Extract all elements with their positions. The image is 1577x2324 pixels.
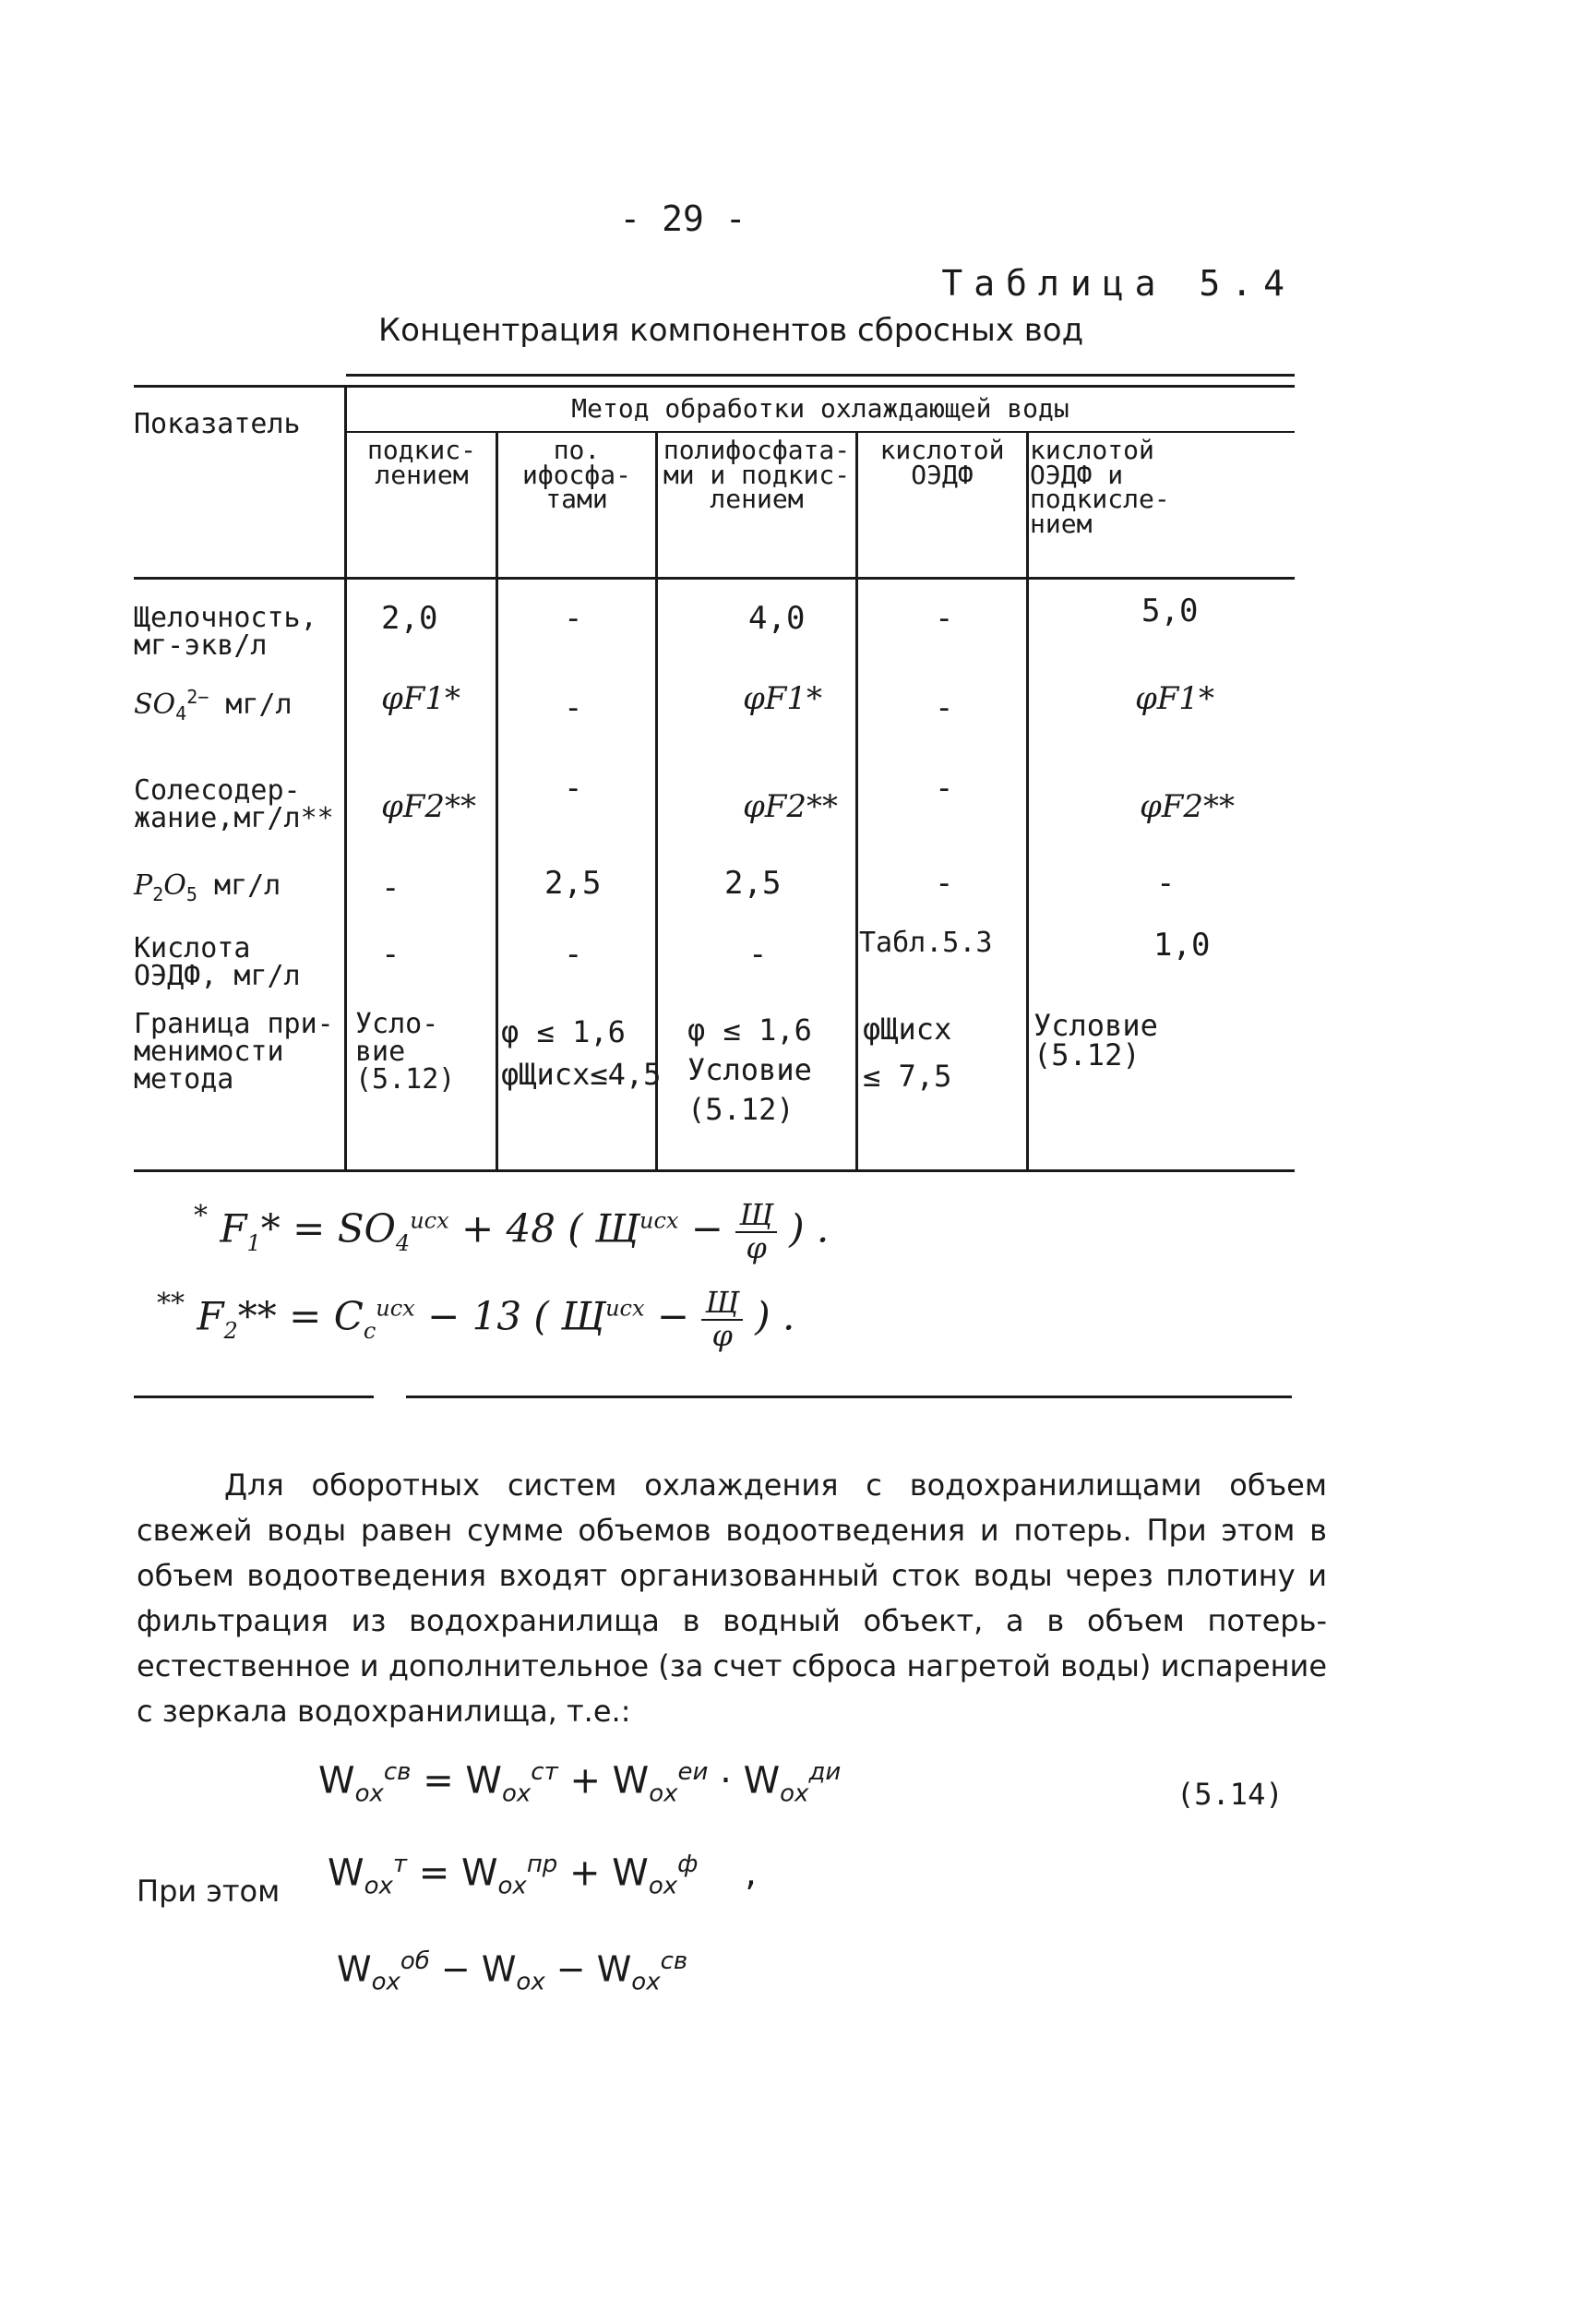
equation-evaporation: $W_{ох}^т = W_{ох}^{пр} + W_{ох}^ф$ ,	[328, 1851, 757, 1900]
table-cell: Табл.5.3	[859, 927, 993, 959]
table-caption: Концентрация компонентов сбросных вод	[378, 312, 1084, 349]
body-paragraph: Для оборотных систем охлаждения с водохранилищами объем свежей воды равен сумме объемов водоотведения и потерь. При этом в объем водоотведения входят организованный сток воды через плотину и фильтрация из водохранилища в водный объект, а в объем потерь- естественное и дополнительное (за счет сброса нагретой воды) испарение с зеркала водохранилища, т.е.:	[137, 1467, 1327, 1729]
table-cell: φF2**	[743, 788, 839, 825]
table-cell: φF1*	[743, 680, 823, 717]
footnote-1: * $F_1* = SO_4^{исх} + 48$ ( $Щ^{исх}$ − $\frac{Щ}{\varphi}$ ) .	[194, 1197, 830, 1265]
table-cell: -	[564, 689, 583, 726]
equation-total: $W_{ох}^{об} - W_{ох} - W_{ох}^{св}$	[337, 1947, 688, 1996]
method-header-5: кислотой ОЭДФ и подкисле- нием	[1030, 435, 1170, 539]
method-group-header: Метод обработки охлаждающей воды	[571, 393, 1069, 424]
table-cell: φF2**	[381, 788, 477, 825]
table-cell: -	[564, 770, 583, 807]
table-cell: φ ≤ 1,6 Условие (5.12)	[687, 1012, 812, 1128]
row-label: Щелочность, мг-экв/л	[134, 602, 317, 662]
row-label: Кислота ОЭДФ, мг/л	[134, 932, 301, 992]
table-cell: -	[381, 936, 400, 973]
table-cell: φ ≤ 1,6 φЩисх≤4,5	[501, 1014, 662, 1093]
method-header-4: кислотой ОЭДФ	[879, 435, 1005, 490]
table-cell: -	[748, 936, 768, 973]
table-cell: -	[381, 869, 400, 906]
lead-text: При этом	[137, 1874, 281, 1909]
row-label: Граница при- менимости метода	[134, 1008, 334, 1096]
table-cell: Усло- вие (5.12)	[355, 1008, 456, 1096]
table-cell: 2,5	[544, 865, 602, 902]
table-cell: 1,0	[1153, 927, 1211, 964]
table-cell: -	[564, 936, 583, 973]
table-cell: 2,0	[381, 600, 438, 637]
table-cell: 5,0	[1141, 593, 1199, 629]
table-cell: -	[935, 600, 954, 637]
table-cell: -	[935, 770, 954, 807]
table-cell: φЩисх ≤ 7,5	[863, 1012, 952, 1095]
table-cell: -	[935, 689, 954, 726]
table-cell: φF2**	[1140, 788, 1236, 825]
page-number: - 29 -	[619, 198, 747, 239]
footnote-2: ** $F_2** = C_c^{исх} - 13$ ( $Щ^{исх}$ − $\frac{Щ}{\varphi}$ ) .	[157, 1285, 795, 1353]
row-label-p2o5: $P_2O_5$ мг/л	[134, 869, 281, 905]
row-label: Солесодер- жание,мг/л**	[134, 774, 334, 834]
equation-5-14: $W_{ох}^{св} = W_{ох}^{ст} + W_{ох}^{еи} \cdot W_{ох}^{ди}$	[318, 1758, 842, 1808]
indicator-column-header: Показатель	[134, 408, 301, 440]
method-header-1: подкис- лением	[366, 435, 476, 490]
table-cell: 4,0	[748, 600, 806, 637]
method-header-3: полифосфата- ми и подкис- лением	[663, 435, 851, 515]
table-cell: 2,5	[724, 865, 782, 902]
equation-number: (5.14)	[1177, 1777, 1284, 1812]
table-cell: -	[564, 600, 583, 637]
method-header-2: по. ифосфа- тами	[521, 435, 631, 515]
table-cell: -	[935, 865, 954, 902]
table-label: Таблица 5.4	[941, 263, 1296, 304]
concentration-table	[134, 374, 1295, 1186]
table-cell: Условие (5.12)	[1033, 1008, 1158, 1072]
table-cell: φF1*	[381, 680, 461, 717]
row-label-so4: $SO_4^{2-}$ мг/л	[134, 686, 293, 725]
table-cell: -	[1156, 865, 1176, 902]
table-cell: φF1*	[1135, 680, 1215, 717]
